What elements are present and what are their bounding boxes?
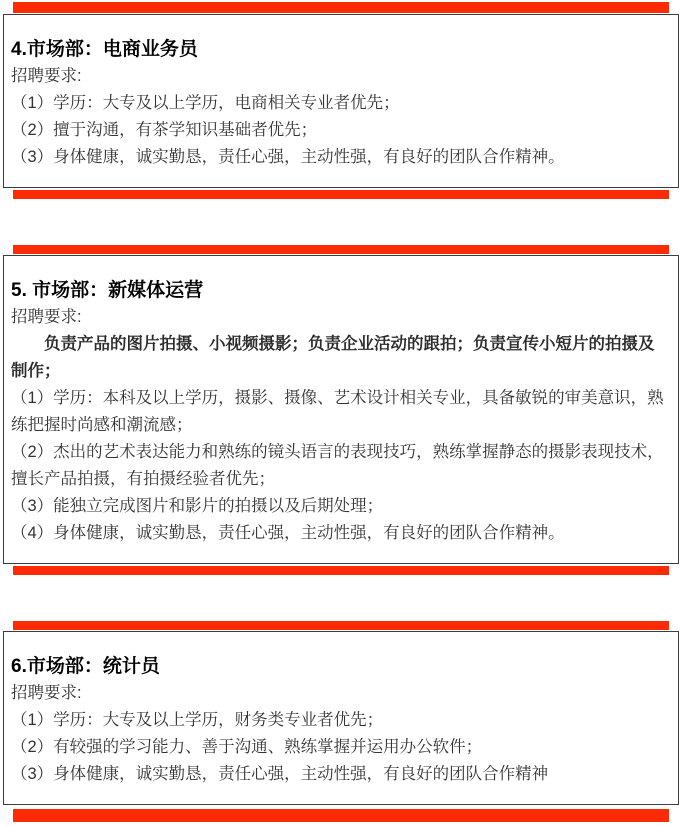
accent-bar [13,621,669,630]
requirement-item: （3）能独立完成图片和影片的拍摄以及后期处理； [11,497,384,515]
job-card-new-media-operations [3,255,679,564]
requirements-label: 招聘要求: [11,67,82,85]
requirement-item: （3）身体健康，诚实勤恳，责任心强，主动性强，有良好的团队合作精神。 [11,148,565,166]
requirement-item: （1）学历：大专及以上学历，财务类专业者优先； [11,711,384,729]
requirement-item: （2）杰出的艺术表达能力和熟练的镜头语言的表现技巧，熟练掌握静态的摄影表现技术，擅长产品拍摄，有拍摄经验者优先； [11,443,664,488]
requirement-item: （4）身体健康，诚实勤恳，责任心强，主动性强，有良好的团队合作精神。 [11,524,565,542]
accent-bar [13,566,669,575]
job-card-statistician [3,631,679,805]
job-title: 6.市场部：统计员 [11,656,160,677]
accent-bar [13,2,669,13]
requirement-item: （1）学历：大专及以上学历，电商相关专业者优先； [11,94,400,112]
requirement-item: （3）身体健康，诚实勤恳，责任心强，主动性强，有良好的团队合作精神 [11,765,549,783]
job-title: 4.市场部：电商业务员 [11,39,198,60]
accent-bar [13,245,669,254]
accent-bar [13,809,669,822]
requirements-label: 招聘要求: [11,684,82,702]
accent-bar [13,190,669,199]
requirements-label: 招聘要求: [11,308,82,326]
requirement-item: （2）擅于沟通，有茶学知识基础者优先； [11,121,318,139]
job-duties-intro: 负责产品的图片拍摄、小视频摄影；负责企业活动的跟拍；负责宣传小短片的拍摄及制作； [11,335,655,380]
job-title: 5. 市场部：新媒体运营 [11,280,204,301]
job-listings-page [0,2,685,822]
job-card-ecommerce-sales [3,14,679,188]
requirement-item: （1）学历：本科及以上学历，摄影、摄像、艺术设计相关专业，具备敏锐的审美意识，熟练把握时尚感和潮流感； [11,389,664,434]
requirement-item: （2）有较强的学习能力、善于沟通、熟练掌握并运用办公软件； [11,738,483,756]
